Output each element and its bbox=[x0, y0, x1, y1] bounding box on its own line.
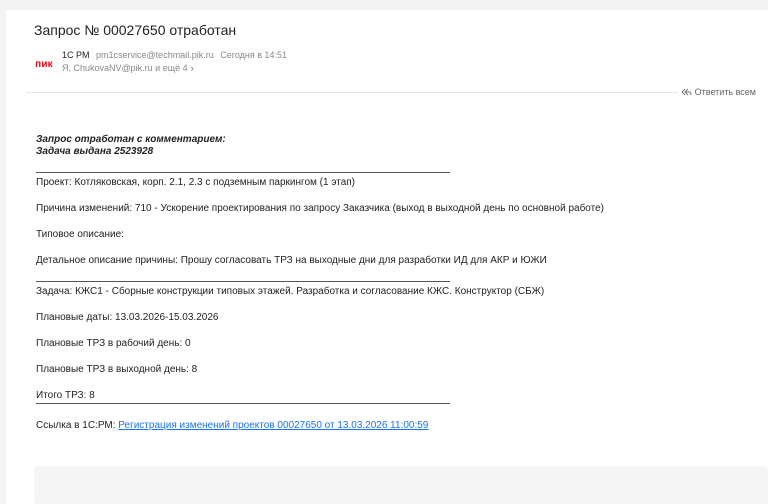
detailed-description-line: Детальное описание причины: Прошу согласовать ТРЗ на выходные дни для разработки ИД для АКР и ЮЖИ bbox=[36, 255, 547, 266]
pik-logo: пик bbox=[35, 58, 53, 70]
planned-dates-line: Плановые даты: 13.03.2026-15.03.2026 bbox=[36, 312, 219, 323]
trz-weekend-line: Плановые ТРЗ в выходной день: 8 bbox=[36, 364, 198, 375]
project-line: Проект: Котляковская, корп. 2.1, 2.3 с подземным паркингом (1 этап) bbox=[36, 177, 356, 188]
body-heading-2: Задача выдана 2523928 bbox=[36, 146, 154, 157]
header-divider bbox=[26, 92, 678, 93]
reply-all-button[interactable] bbox=[681, 87, 756, 97]
link-line bbox=[36, 420, 756, 432]
trz-total-line: Итого ТРЗ: 8 bbox=[36, 390, 95, 401]
reply-all-icon bbox=[681, 88, 692, 96]
sender-line bbox=[62, 50, 287, 60]
link-prefix: Ссылка в 1С:РМ: bbox=[36, 420, 119, 431]
separator-line bbox=[36, 281, 450, 282]
body-heading-1: Запрос отработан с комментарием: bbox=[36, 134, 226, 145]
sender-email[interactable]: pm1cservice@techmail.pik.ru bbox=[96, 50, 214, 60]
email-body bbox=[36, 134, 756, 432]
task-line: Задача: КЖС1 - Сборные конструкции типовых этажей. Разработка и согласование КЖС. Конструктор (СБЖ) bbox=[36, 286, 545, 297]
sender-name[interactable]: 1С PM bbox=[62, 50, 90, 60]
email-subject: Запрос № 00027650 отработан bbox=[34, 22, 237, 38]
quick-reply-box[interactable] bbox=[34, 466, 768, 504]
separator-line bbox=[36, 172, 450, 173]
sender-avatar[interactable] bbox=[32, 52, 56, 76]
typical-description-line: Типовое описание: bbox=[36, 229, 124, 240]
recipients-list: Я, ChukovaNV@pik.ru и ещё 4 bbox=[62, 63, 188, 73]
registration-link[interactable]: Регистрация изменений проектов 00027650 от 13.03.2026 11:00:59 bbox=[118, 420, 429, 431]
recipients-toggle[interactable] bbox=[62, 63, 194, 73]
chevron-right-icon: › bbox=[190, 63, 194, 73]
reply-all-label: Ответить всем bbox=[694, 87, 756, 97]
trz-workday-line: Плановые ТРЗ в рабочий день: 0 bbox=[36, 338, 191, 349]
email-card bbox=[6, 10, 768, 504]
separator-line bbox=[36, 403, 450, 404]
sent-time: Сегодня в 14:51 bbox=[220, 50, 288, 60]
reason-line: Причина изменений: 710 - Ускорение проектирования по запросу Заказчика (выход в выходной день по основной работе) bbox=[36, 203, 604, 214]
